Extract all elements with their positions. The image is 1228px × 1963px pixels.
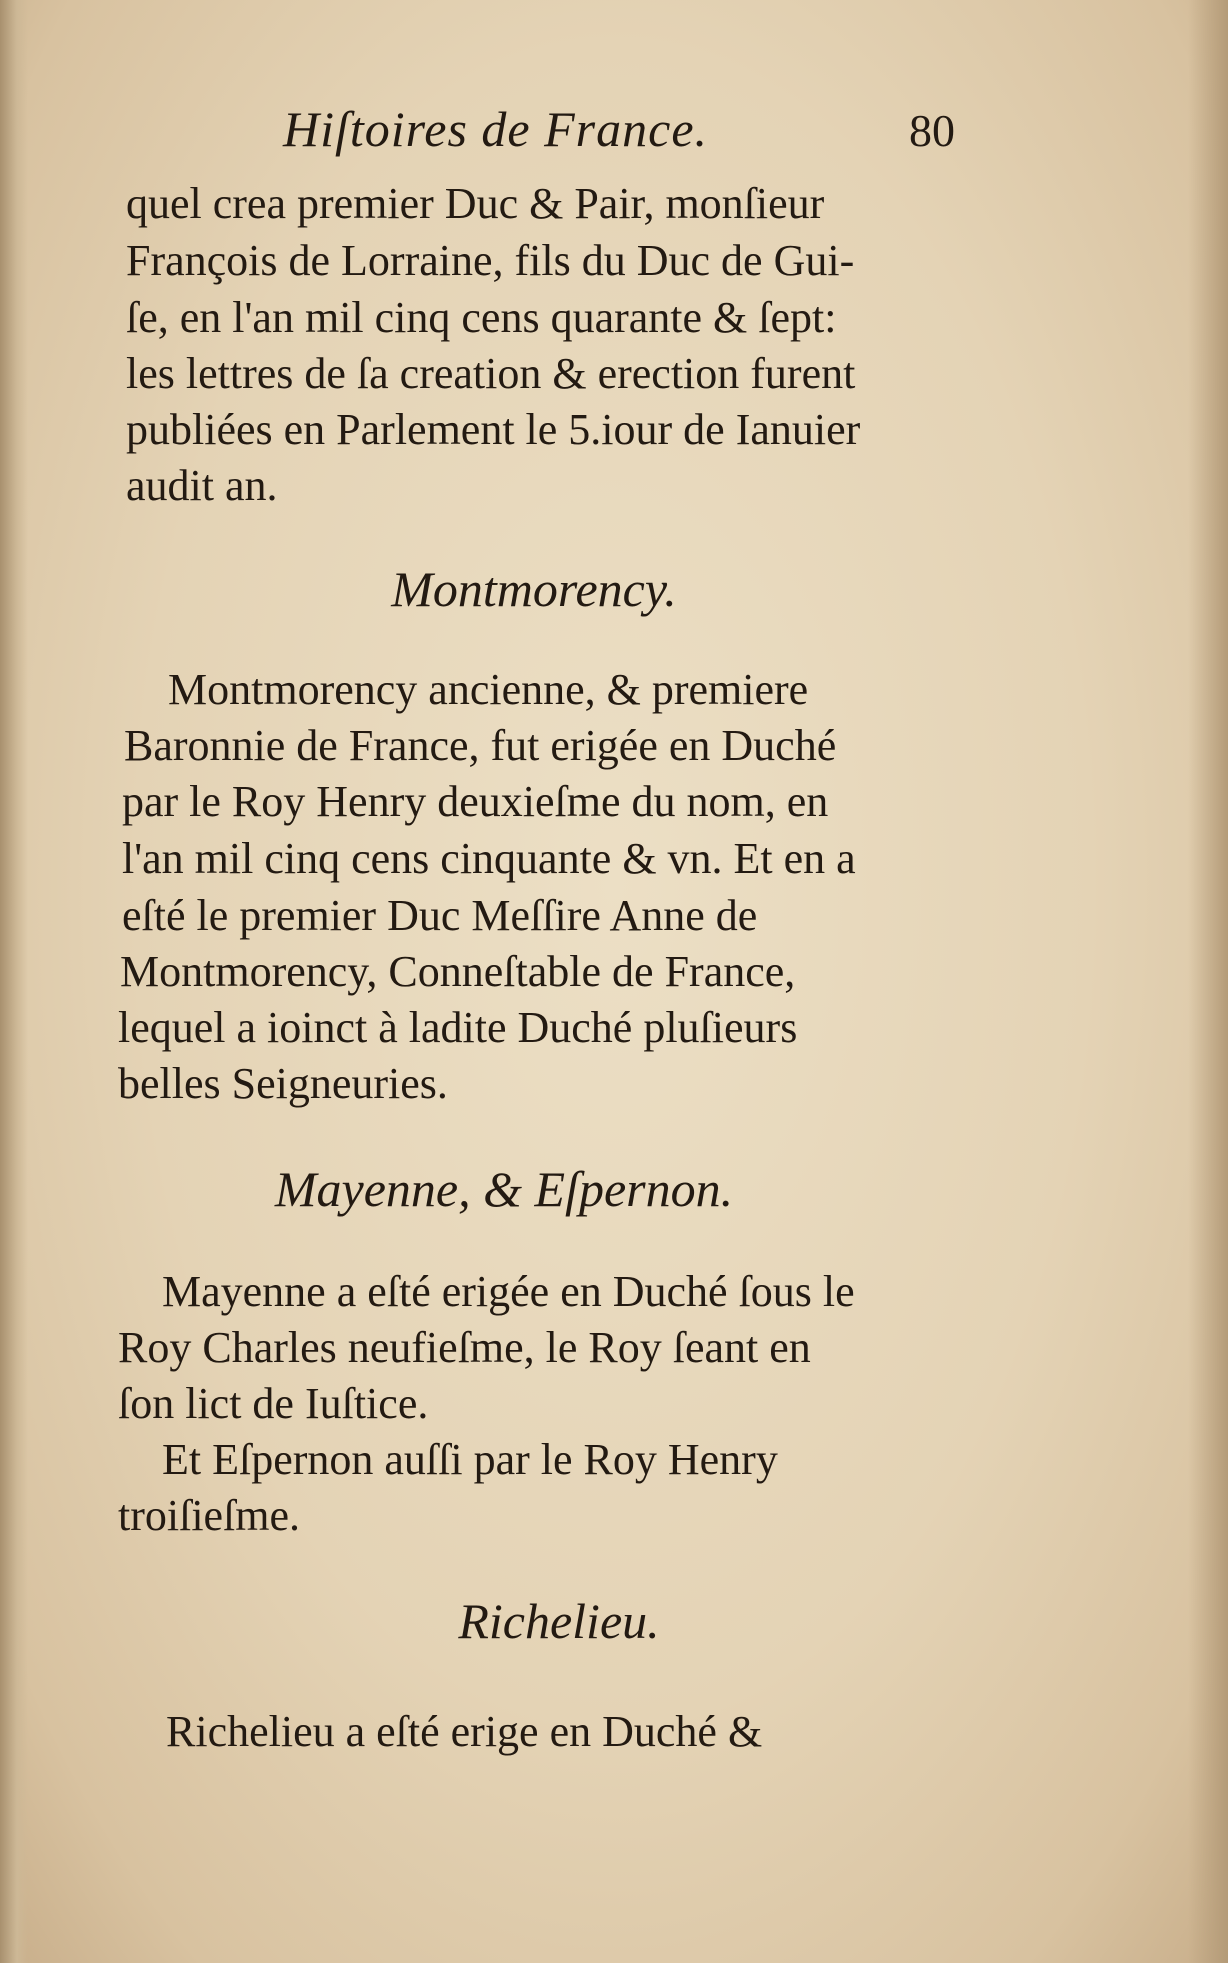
text-line: Montmorency ancienne, & premiere: [168, 665, 809, 714]
text-line: publiées en Parlement le 5.iour de Ianuier: [126, 405, 861, 454]
text-line: ſe, en l'an mil cinq cens quarante & ſept:: [126, 293, 837, 342]
text-line: troiſieſme.: [118, 1491, 301, 1540]
text-line: l'an mil cinq cens cinquante & vn. Et en a: [122, 834, 856, 883]
text-line: ſon lict de Iuſtice.: [118, 1379, 429, 1428]
page-header: [275, 100, 955, 170]
text-line: quel crea premier Duc & Pair, monſieur: [126, 179, 825, 228]
section-heading-mayenne: Mayenne, & Eſpernon.: [274, 1161, 734, 1217]
page-right-edge: [1188, 0, 1228, 1963]
text-line: par le Roy Henry deuxieſme du nom, en: [122, 777, 829, 826]
section-heading-richelieu: Richelieu.: [458, 1593, 660, 1649]
page-left-edge: [0, 0, 28, 1963]
text-line: Baronnie de France, fut erigée en Duché: [124, 721, 837, 770]
text-line: les lettres de ſa creation & erection furent: [126, 349, 856, 398]
text-line: Roy Charles neufieſme, le Roy ſeant en: [118, 1323, 811, 1372]
text-line: François de Lorraine, fils du Duc de Gui-: [126, 236, 855, 285]
text-line: Montmorency, Conneſtable de France,: [120, 947, 796, 996]
text-line: Et Eſpernon auſſi par le Roy Henry: [162, 1435, 778, 1484]
section-heading-montmorency: Montmorency.: [391, 561, 677, 617]
text-line: eſté le premier Duc Meſſire Anne de: [122, 891, 758, 940]
page-number: 80: [909, 105, 955, 156]
running-title: Hiſtoires de France.: [283, 101, 709, 157]
text-line: audit an.: [126, 461, 278, 510]
text-line: lequel a ioinct à ladite Duché pluſieurs: [118, 1003, 798, 1052]
text-line: Mayenne a eſté erigée en Duché ſous le: [162, 1267, 855, 1316]
text-line: Richelieu a eſté erige en Duché &: [166, 1707, 763, 1756]
text-line: belles Seigneuries.: [118, 1059, 448, 1108]
